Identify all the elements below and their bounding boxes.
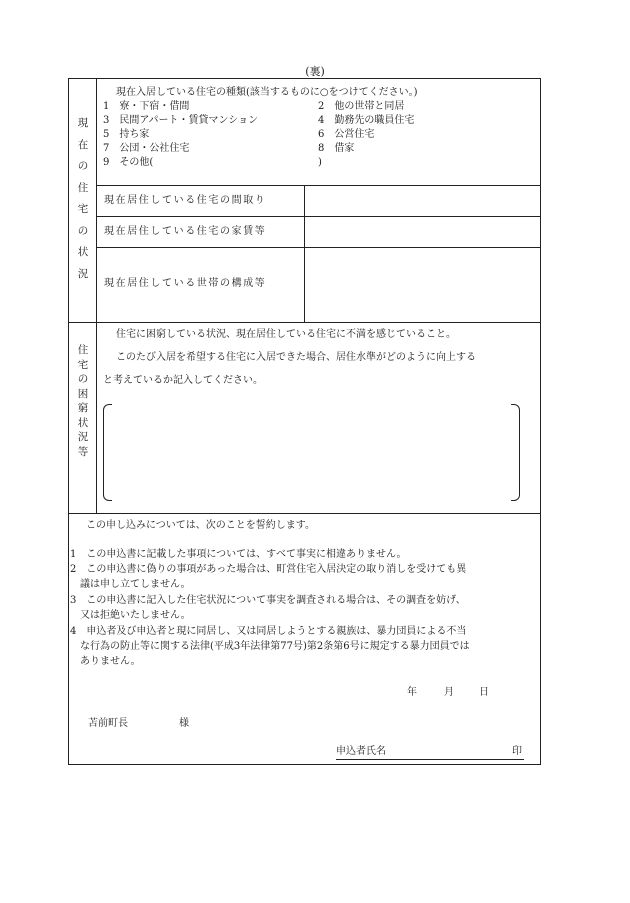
pledge-line: 4 申込者及び申込者と現に同居し、又は同居しようとする親族は、暴力団員による不当 — [70, 626, 467, 637]
housing-option-right-1[interactable]: 2 他の世帯と同居 — [318, 101, 405, 112]
section2-side-label-char: 等 — [77, 445, 89, 458]
housing-option-right-2[interactable]: 4 勤務先の職員住宅 — [318, 115, 415, 126]
rent-field[interactable] — [310, 221, 535, 243]
date-year: 年 — [407, 687, 417, 698]
floor-plan-label: 現在居住している住宅の間取り — [104, 195, 267, 206]
section2-side-label-char: 困 — [77, 387, 89, 400]
section2-side-label-char: 住 — [77, 344, 89, 356]
label-column-rule — [96, 78, 97, 514]
section2-side-label-char: の — [77, 373, 89, 385]
housing-type-question: 現在入居している住宅の種類(該当するものに○をつけてください。) — [116, 87, 418, 98]
pledge-line: ありません。 — [80, 656, 141, 667]
date-day: 日 — [479, 687, 489, 698]
row-rule-2 — [96, 216, 541, 217]
housing-option-left-4[interactable]: 7 公団・公社住宅 — [103, 143, 190, 154]
housing-option-left-2[interactable]: 3 民間アパート・賃貸マンション — [103, 115, 259, 126]
pledge-intro: この申し込みについては、次のことを誓約します。 — [86, 520, 315, 531]
row-rule-3 — [96, 247, 541, 248]
housing-option-right-5[interactable]: ) — [318, 157, 322, 168]
honorific: 様 — [179, 718, 189, 729]
pledge-line: 又は拒絶いたしません。 — [80, 610, 191, 621]
addressee: 苫前町長 — [88, 718, 128, 729]
hardship-text-line1: 住宅に困窮している状況、現在居住している住宅に不満を感じていること。 — [116, 329, 456, 340]
household-label: 現在居住している世帯の構成等 — [104, 278, 267, 289]
section1-side-label-char: 在 — [77, 138, 89, 151]
section1-side-label-char: の — [77, 160, 89, 172]
frame-right — [540, 78, 541, 765]
answer-bracket-right — [511, 404, 520, 501]
section1-side-label-char: 住 — [77, 181, 89, 194]
section2-side-label — [76, 345, 90, 457]
pledge-line: 2 この申込書に偽りの事項があった場合は、町営住宅入居決定の取り消しを受けても異 — [70, 564, 467, 575]
housing-option-left-3[interactable]: 5 持ち家 — [103, 129, 150, 140]
applicant-name-label: 申込者氏名 — [336, 746, 386, 757]
housing-option-left-5[interactable]: 9 その他( — [103, 157, 154, 168]
pledge-line: 3 この申込書に記入した住宅状況について事実を調査される場合は、その調査を妨げ、 — [70, 595, 466, 606]
hardship-text-line2: このたび入居を希望する住宅に入居できた場合、居住水準がどのように向上する — [116, 352, 476, 363]
section2-side-label-char: 宅 — [77, 358, 89, 371]
section1-side-label-char: 宅 — [77, 203, 89, 215]
date-month: 月 — [444, 687, 454, 698]
row-rule-1 — [96, 185, 541, 186]
section1-side-label — [76, 118, 90, 279]
section1-side-label-char: 現 — [77, 117, 89, 129]
section2-side-label-char: 況 — [77, 431, 89, 443]
rent-label: 現在居住している住宅の家賃等 — [104, 226, 267, 237]
housing-option-right-4[interactable]: 8 借家 — [318, 143, 355, 154]
section1-side-label-char: 状 — [77, 246, 89, 258]
frame-bottom — [68, 764, 541, 765]
frame-top — [68, 78, 541, 79]
section1-side-label-char: 況 — [77, 267, 89, 280]
section2-side-label-char: 窮 — [77, 402, 89, 414]
section1-side-label-char: の — [77, 224, 89, 237]
section2-side-label-char: 状 — [77, 416, 89, 429]
frame-left — [68, 78, 69, 765]
hardship-answer-field[interactable] — [116, 408, 506, 494]
answer-bracket-left — [103, 404, 112, 501]
section2-bottom-rule — [68, 513, 541, 514]
housing-option-right-3[interactable]: 6 公営住宅 — [318, 129, 375, 140]
hardship-text-line3: と考えているか記入してください。 — [103, 375, 263, 386]
value-column-rule — [304, 185, 305, 323]
page-heading: (裏) — [305, 65, 325, 78]
housing-option-left-1[interactable]: 1 寮・下宿・借間 — [103, 101, 190, 112]
household-field[interactable] — [310, 255, 535, 315]
pledge-line: な行為の防止等に関する法律(平成3年法律第77号)第2条第6号に規定する暴力団員では — [80, 641, 470, 652]
floor-plan-field[interactable] — [310, 190, 535, 212]
pledge-line: 1 この申込書に記載した事項については、すべて事実に相違ありません。 — [70, 549, 407, 560]
pledge-line: 議は申し立てしません。 — [80, 579, 191, 590]
seal-mark: 印 — [512, 746, 522, 757]
